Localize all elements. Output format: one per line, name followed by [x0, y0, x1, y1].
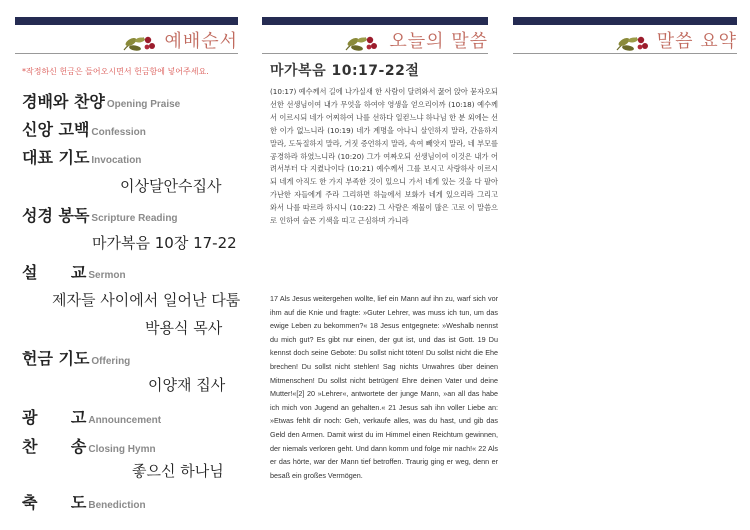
olive-branch-icon	[615, 32, 651, 54]
order-item-benediction	[22, 490, 146, 513]
passage-reference: 마가복음 10:17-22절	[270, 63, 420, 79]
sermon-title: 제자들 사이에서 일어난 다툼	[52, 291, 241, 309]
order-item-en: Announcement	[88, 415, 162, 426]
order-item-en: Benediction	[88, 500, 146, 511]
order-item-invocation	[22, 145, 141, 168]
olive-branch-icon	[122, 32, 158, 54]
order-item-ko: 신앙 고백	[22, 120, 90, 139]
order-item-announcement	[22, 405, 161, 428]
order-item-ko: 축 도	[22, 493, 87, 512]
passage-top-bar	[262, 17, 488, 25]
order-divider	[15, 53, 238, 54]
invocation-person: 이상달안수집사	[120, 177, 222, 195]
summary-panel-title: 말씀 요약	[656, 31, 737, 52]
olive-branch-icon	[344, 32, 380, 54]
passage-header	[262, 30, 488, 54]
order-item-closing-hymn	[22, 434, 156, 457]
order-item-ko: 헌금 기도	[22, 349, 90, 368]
sermon-preacher: 박용식 목사	[145, 319, 223, 337]
order-item-en: Sermon	[88, 270, 126, 281]
order-top-bar	[15, 17, 238, 25]
order-item-sermon	[22, 260, 126, 283]
offering-person: 이양재 집사	[148, 376, 226, 394]
order-item-en: Scripture Reading	[91, 213, 178, 224]
order-item-en: Closing Hymn	[88, 444, 156, 455]
summary-divider	[513, 53, 737, 54]
closing-hymn-title: 좋으신 하나님	[132, 462, 224, 480]
order-header	[15, 30, 238, 54]
order-item-en: Invocation	[91, 155, 142, 166]
summary-header	[513, 30, 737, 54]
order-item-opening-praise	[22, 89, 180, 112]
summary-top-bar	[513, 17, 737, 25]
order-item-ko: 성경 봉독	[22, 206, 90, 225]
order-item-en: Offering	[91, 356, 131, 367]
order-item-offering	[22, 346, 130, 369]
order-item-en: Opening Praise	[106, 99, 181, 110]
order-item-ko: 찬 송	[22, 437, 87, 456]
order-item-confession	[22, 117, 146, 140]
passage-panel-title: 오늘의 말씀	[389, 31, 488, 52]
order-item-ko: 설 교	[22, 263, 87, 282]
offering-note: *작정하신 헌금은 들어오시면서 헌금함에 넣어주세요.	[22, 67, 209, 76]
order-item-ko: 경배와 찬양	[22, 92, 105, 111]
order-item-ko: 광 고	[22, 408, 87, 427]
scripture-reference: 마가복음 10장 17-22	[92, 234, 237, 252]
order-title: 예배순서	[164, 31, 238, 52]
passage-korean-text: (10:17) 예수께서 길에 나가실새 한 사람이 달려와서 꿇어 앉아 묻자오되 선한 선생님이여 내가 무엇을 하여야 영생을 얻으리이까 (10:18) 예수께서 이르시되 네가 어찌하여 나를 선하다 일컫느냐 하나님 한 분 외에는 선한 이가 없느니라 (10:19) 네가 계명을 아나니 살인하지 말라, 간음하지 말라, 도둑질하지 말라, 거짓 증언하지 말라, 속여 빼앗지 말라, 네 부모를 공경하라 하였느니라 (10:20) 그가 여짜오되 선생님이여 이것은 내가 어려서부터 다 지켰나이다 (10:21) 예수께서 그를 보시고 사랑하사 이르시되 네게 아직도 한 가지 부족한 것이 있으니 가서 네게 있는 것을 다 팔아 가난한 자들에게 주라 그리하면 하늘에서 보화가 네게 있으리라 그리고 와서 나를 따르라 하시니 (10:22) 그 사람은 재물이 많은 고로 이 말씀으로 인하여 슬픈 기색을 띠고 근심하며 가니라	[270, 87, 498, 226]
order-item-scripture-reading	[22, 203, 178, 226]
order-item-ko: 대표 기도	[22, 148, 90, 167]
order-item-en: Confession	[91, 127, 146, 138]
passage-divider	[262, 53, 488, 54]
passage-german-text: 17 Als Jesus weitergehen wollte, lief ein Mann auf ihn zu, warf sich vor ihm auf die Knie und fragte: »Guter Lehrer, was muss ich tun, um das ewige Leben zu bekommen?« 18 Jesus entgegnete: »Weshalb nennst du mich gut? Es gibt nur einen, der gut ist, und das ist Gott. 19 Du kennst doch seine Gebote: Du sollst nicht töten! Du sollst nicht die Ehe brechen! Du sollst nicht stehlen! Sag nichts Unwahres über deinen Mitmenschen! Du sollst nicht betrügen! Ehre deinen Vater und deine Mutter!«[2] 20 »Lehrer«, antwortete der junge Mann, »an all das habe ich mich von Jugend an gehalten.« 21 Jesus sah ihn voller Liebe an: »Etwas fehlt dir noch: Geh, verkaufe alles, was du hast, und gib das Geld den Armen. Damit wirst du im Himmel einen Reichtum gewinnen, der niemals verloren geht. Und dann komm und folge mir nach!« 22 Als er das hörte, war der Mann tief betroffen. Traurig ging er weg, denn er besaß ein großes Vermögen.	[270, 294, 498, 480]
